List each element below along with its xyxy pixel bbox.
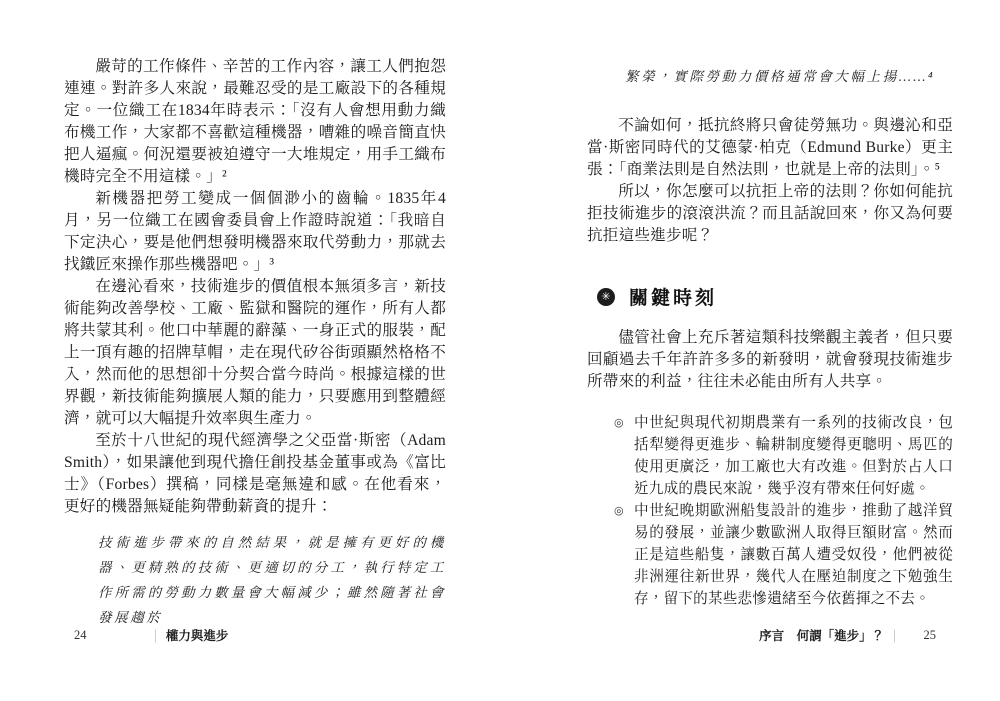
block-quote-continuation: 繁榮，實際勞動力價格通常會大幅上揚……⁴ — [625, 69, 936, 84]
paragraph: 嚴苛的工作條件、辛苦的工作內容，讓工人們抱怨連連。對許多人來說，最難忍受的是工廠設下的各種規定。一位織工在1834年時表示：「沒有人會想用動力織布機工作，大家都不喜歡這種機器，嘈雜的噪音簡直快把人逼瘋。何況還要被迫遵守一大堆規定，用手工織布機時完全不用這樣。」² — [64, 58, 446, 185]
block-quote: 技術進步帶來的自然結果，就是擁有更好的機器、更精熟的技術、更適切的分工，執行特定工作所需的勞動力數量會大幅減少；雖然隨著社會發展趨於 — [98, 535, 446, 625]
paragraph: 至於十八世紀的現代經濟學之父亞當·斯密（Adam Smith），如果讓他到現代擔任創投基金董事或為《富比士》（Forbes）撰稿，同樣是毫無違和感。在他看來，更好的機器無疑能夠帶動薪資的提升： — [64, 432, 446, 515]
list-item — [587, 412, 953, 500]
list-item-text: 中世紀晚期歐洲船隻設計的進步，推動了越洋貿易的發展，並讓少數歐洲人取得巨額財富。然而正是這些船隻，讓數百萬人遭受奴役，他們被從非洲運往新世界，幾代人在壓迫制度之下勉強生存，留下的某些悲慘遺緒至今依舊揮之不去。 — [634, 503, 953, 607]
paragraph: 不論如何，抵抗終將只會徒勞無功。與邊沁和亞當·斯密同時代的艾德蒙·柏克（Edmund Burke）更主張：「商業法則是自然法則，也就是上帝的法則」。⁵ — [587, 117, 953, 178]
bullet-marker-icon: ◎ — [614, 416, 624, 429]
footer-separator: | — [154, 626, 157, 643]
section-heading — [587, 283, 953, 310]
book-title: 權力與進步 — [165, 629, 229, 643]
left-page — [64, 56, 446, 630]
footer-separator: | — [893, 626, 896, 643]
bullet-marker-icon: ◎ — [614, 504, 624, 517]
paragraph: 所以，你怎麼可以抗拒上帝的法則？你如何能抗拒技術進步的滾滾洪流？而且話說回來，你又為何要抗拒這些進步呢？ — [587, 183, 953, 244]
paragraph: 新機器把勞工變成一個個渺小的齒輪。1835年4月，另一位織工在國會委員會上作證時說道：「我暗自下定決心，要是他們想發明機器來取代勞動力，那就去找鐵匠來操作那些機器吧。」³ — [64, 190, 446, 273]
paragraph: 在邊沁看來，技術進步的價值根本無須多言，新技術能夠改善學校、工廠、監獄和醫院的運作，所有人都將共蒙其利。他口中華麗的辭藻、一身正式的服裝，配上一頂有趣的招牌草帽，走在現代矽谷街頭顯然格格不入，然而他的思想卻十分契合當今時尚。根據這樣的世界觀，新技術能夠擴展人類的能力，只要應用到整體經濟，就可以大幅提升效率與生產力。 — [64, 278, 446, 427]
left-page-footer — [74, 626, 228, 644]
chapter-title: 序言 何謂「進步」？ — [759, 629, 885, 643]
section-heading-title: 關鍵時刻 — [629, 288, 718, 309]
right-page — [587, 56, 953, 610]
list-item-text: 中世紀與現代初期農業有一系列的技術改良，包括犁變得更進步、輪耕制度變得更聰明、馬匹的使用更廣泛，加工廠也大有改進。但對於占人口近九成的農民來說，幾乎沒有帶來任何好處。 — [634, 415, 953, 497]
list-item — [587, 500, 953, 610]
bullet-list — [587, 412, 953, 610]
section-marker-icon: ✳ — [597, 288, 615, 306]
page-number: 24 — [74, 627, 87, 642]
section-intro-paragraph: 儘管社會上充斥著這類科技樂觀主義者，但只要回顧過去千年許許多多的新發明，就會發現技術進步所帶來的利益，往往未必能由所有人共享。 — [587, 329, 953, 390]
right-page-footer — [759, 626, 936, 644]
page-number: 25 — [923, 627, 936, 642]
